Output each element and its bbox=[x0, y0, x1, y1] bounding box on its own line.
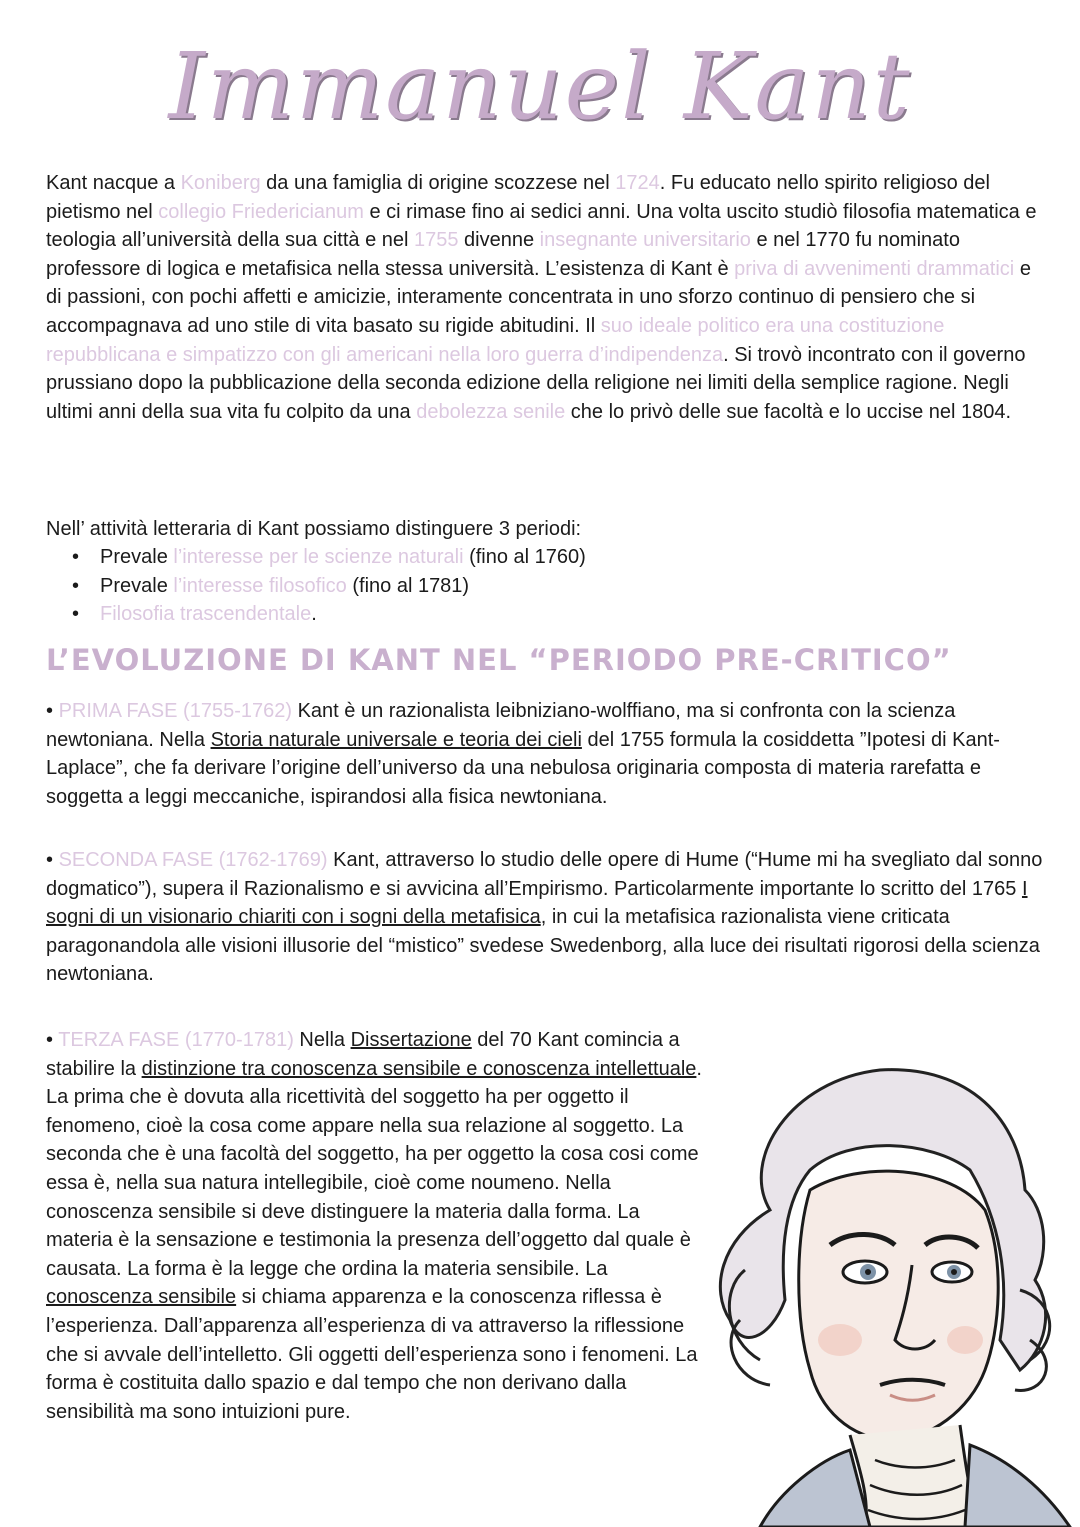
bio-highlight: suo ideale politico era una costituzione repubblicana e simpatizzo con gli americani nella loro guerra d’indipendenza bbox=[46, 314, 945, 366]
phase-text: . La prima che è dovuta alla ricettività del soggetto ha per oggetto il fenomeno, cioè la cosa come appare nella sua relazione al soggetto. La seconda che è una facoltà del soggetto, ha per oggetto la cosa cosi come essa è, nella sua natura intellegibile, cioè come noumeno. Nella conoscenza sensibile si deve distinguere la materia dalla forma. La materia è la sensazione e testimonia la presenza dell’oggetto dal quale è causata. La forma è la legge che ordina la materia sensibile. La bbox=[46, 1057, 702, 1280]
section-heading: L’EVOLUZIONE DI KANT NEL “PERIODO PRE-CRITICO” bbox=[46, 643, 952, 677]
book-title: Storia naturale universale e teoria dei cieli bbox=[210, 728, 582, 751]
phase-text: del 1755 formula la cosiddetta ”Ipotesi di Kant-Laplace”, che fa derivare l’origine dell’universo da una nebulosa originaria composta di materia rarefatta e soggetta a leggi meccaniche, ispirandosi alla fisica newtoniana. bbox=[46, 728, 1000, 808]
phase-one-paragraph bbox=[46, 697, 1046, 811]
bio-text: Kant nacque a bbox=[46, 172, 181, 194]
period-text: . bbox=[311, 603, 317, 626]
period-highlight: l’interesse per le scienze naturali bbox=[173, 546, 464, 568]
phase-label: SECONDA FASE (1762-1769) bbox=[58, 849, 328, 871]
phase-text: Kant, attraverso lo studio delle opere di Hume (“Hume mi ha svegliato dal sonno dogmatico”), supera il Razionalismo e si avvicina all’Empirismo. Particolarmente importante lo scritto del 1765 bbox=[46, 849, 1043, 900]
bullet: • bbox=[46, 849, 59, 871]
bio-highlight: debolezza senile bbox=[416, 400, 566, 423]
bio-text: . Fu educato nello spirito religioso del pietismo nel bbox=[46, 172, 990, 223]
underlined-term: distinzione tra conoscenza sensibile e conoscenza intellettuale bbox=[141, 1057, 697, 1080]
page-title: Immanuel Kant bbox=[168, 33, 912, 140]
phase-two-paragraph bbox=[46, 846, 1046, 989]
bio-highlight: 1724 bbox=[615, 172, 660, 194]
period-highlight: l’interesse filosofico bbox=[173, 574, 347, 597]
list-item bbox=[46, 600, 1046, 629]
list-item bbox=[46, 543, 1046, 572]
bio-highlight: collegio Friedericianum bbox=[158, 200, 364, 223]
bio-text: che lo privò delle sue facoltà e lo uccise nel 1804. bbox=[565, 400, 1012, 423]
period-text: Prevale bbox=[100, 546, 174, 568]
period-highlight: Filosofia trascendentale bbox=[100, 603, 312, 626]
phase-text: Nella bbox=[293, 1029, 351, 1051]
phase-text: Kant è un razionalista leibniziano-wolffiano, ma si confronta con la scienza newtoniana. Nella bbox=[46, 700, 956, 751]
bio-text: e nel 1770 fu nominato professore di logica e metafisica nella stessa università. L’esistenza di Kant è bbox=[46, 229, 960, 280]
bio-highlight: 1755 bbox=[414, 229, 459, 252]
phase-text: del 70 Kant comincia a stabilire la bbox=[46, 1029, 680, 1080]
biography-paragraph bbox=[46, 169, 1050, 426]
bullet: • bbox=[46, 1029, 59, 1051]
period-text: (fino al 1781) bbox=[346, 574, 470, 597]
bio-highlight: insegnante universitario bbox=[539, 229, 751, 252]
kant-portrait-illustration bbox=[700, 1040, 1080, 1527]
bio-highlight: priva di avvenimenti drammatici bbox=[734, 257, 1015, 280]
periods-intro: Nell’ attività letteraria di Kant possiamo distinguere 3 periodi: bbox=[46, 518, 582, 540]
period-text: (fino al 1760) bbox=[463, 546, 586, 568]
phase-label: PRIMA FASE (1755-1762) bbox=[58, 700, 293, 722]
bio-highlight: Koniberg bbox=[180, 172, 261, 194]
list-item bbox=[46, 572, 1046, 601]
bullet: • bbox=[46, 700, 59, 722]
periods-list bbox=[46, 543, 1046, 629]
phase-text: , in cui la metafisica razionalista viene criticata paragonandola alle visioni illusorie del “mistico” svedese Swedenborg, alla luce dei risultati rigorosi della scienza newtoniana. bbox=[46, 906, 1040, 986]
period-text: Prevale bbox=[100, 574, 174, 597]
bio-text: . Si trovò incontrato con il governo prussiano dopo la pubblicazione della seconda edizione della religione nei limiti della semplice ragione. Negli ultimi anni della sua vita fu colpito da una bbox=[46, 343, 1026, 423]
book-title: I sogni di un visionario chiariti con i sogni della metafisica bbox=[46, 877, 1028, 929]
bio-text: da una famiglia di origine scozzese nel bbox=[260, 172, 616, 194]
phase-text: si chiama apparenza e la conoscenza riflessa è l’esperienza. Dall’apparenza all’esperienza di va attraverso la riflessione che si avvale dell’intelletto. Gli oggetti dell’esperienza sono i fenomeni. La forma è costituita dallo spazio e dal tempo che non derivano dalla sensibilità ma sono intuizioni pure. bbox=[46, 1286, 698, 1423]
bio-text: e ci rimase fino ai sedici anni. Una volta uscito studiò filosofia matematica e teologia all’università della sua città e nel bbox=[46, 200, 1037, 252]
underlined-term: Dissertazione bbox=[350, 1029, 472, 1051]
bio-text: e di passioni, con pochi affetti e amicizie, interamente concentrata in uno sforzo continuo di pensiero che si accompagnava ad uno stile di vita basato su rigide abitudini. Il bbox=[46, 257, 1031, 337]
phase-three-paragraph bbox=[46, 1026, 708, 1426]
underlined-term: conoscenza sensibile bbox=[46, 1286, 237, 1309]
phase-label: TERZA FASE (1770-1781) bbox=[58, 1029, 294, 1051]
bio-text: divenne bbox=[458, 229, 540, 252]
